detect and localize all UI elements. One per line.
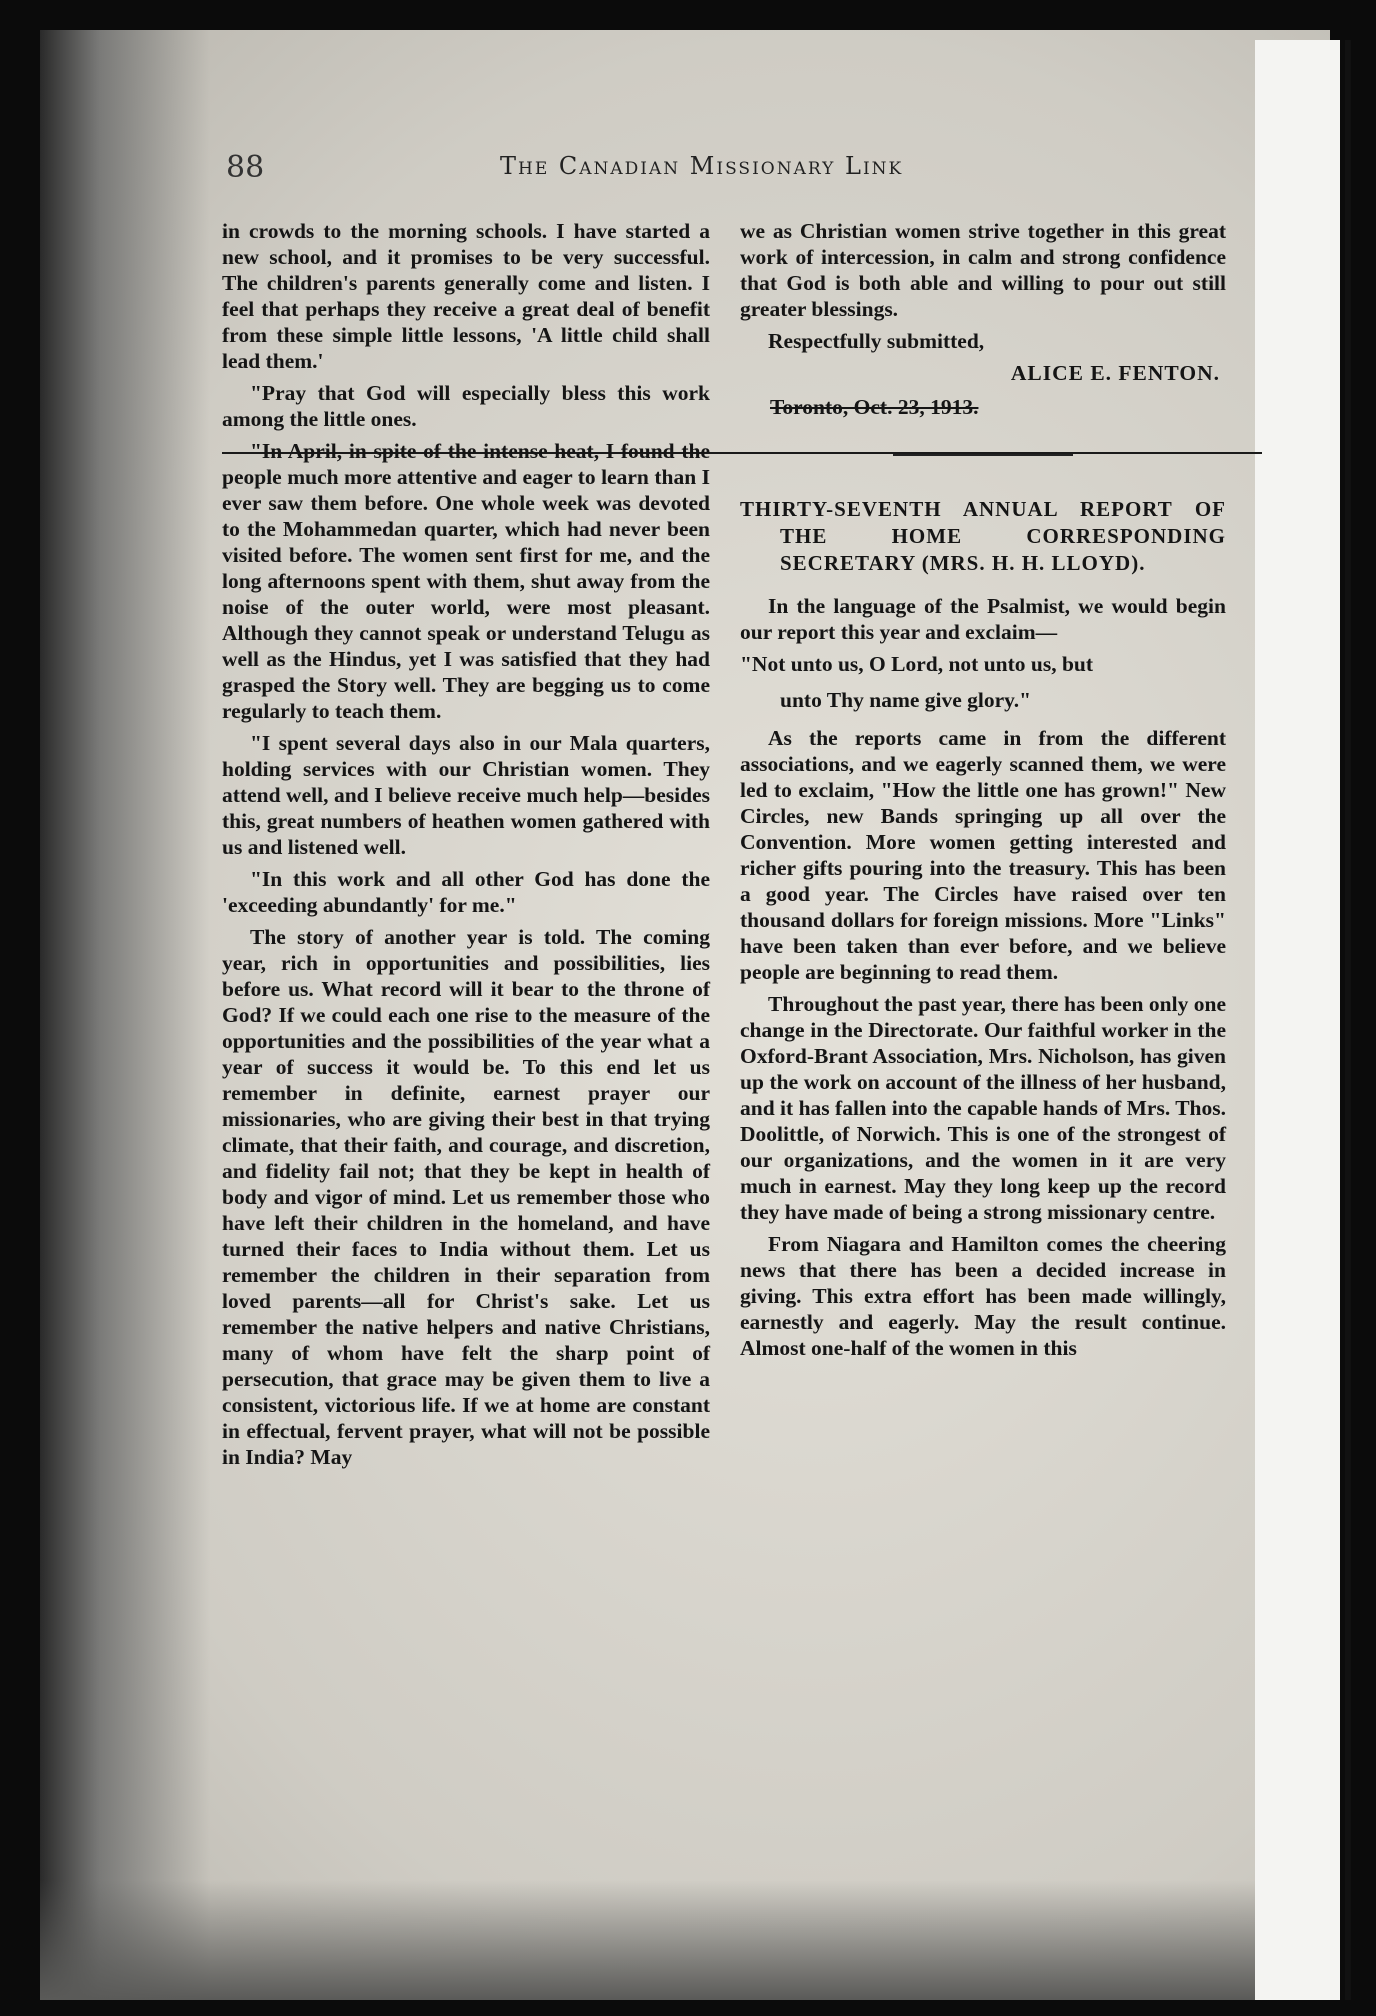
bottom-shadow [40,1880,1330,2000]
signature: ALICE E. FENTON. [1010,361,1220,385]
page-edge-rule [1345,40,1351,2000]
left-column [222,218,710,1476]
running-header [220,150,1220,190]
closing-line: Respectfully submitted, [768,329,985,353]
quotation-line: "Not unto us, O Lord, not unto us, but [740,652,1094,676]
paragraph: in crowds to the morning schools. I have started a new school, and it promises to be very successful. The children's parents generally come and listen. I feel that perhaps they receive a great deal of benefit from these simple little lessons, 'A little child shall lead them.' [222,219,710,373]
paragraph: "Pray that God will especially bless this work among the little ones. [222,381,710,431]
section-separator [893,454,1073,456]
paragraph: The story of another year is told. The coming year, rich in opportunities and possibilities, lies before us. What record will it bear to the throne of God? If we could each one rise to the measure of the opportunities and the possibilities of the year what a year of success it would be. To this end let us remember in definite, earnest prayer our missionaries, who are giving their best in that trying climate, that their faith, and courage, and discretion, and fidelity fail not; that they be kept in health of body and vigor of mind. Let us remember those who have left their children in the homeland, and have turned their faces to India without them. Let us remember the children in their separation from loved parents—all for Christ's sake. Let us remember the native helpers and native Christians, many of whom have felt the sharp point of persecution, that grace may be given them to live a consistent, victorious life. If we at home are constant in effectual, fervent prayer, what will not be possible in India? May [222,925,710,1469]
paragraph: Throughout the past year, there has been only one change in the Directorate. Our faithful worker in the Oxford-Brant Association, Mrs. Nicholson, has given up the work on account of the illness of her husband, and it has fallen into the capable hands of Mrs. Thos. Doolittle, of Norwich. This is one of the strongest of our organizations, and the women in it are very much in earnest. May they long keep up the record they have made of being a strong missionary centre. [740,992,1226,1224]
quotation-line: unto Thy name give glory." [780,688,1032,712]
paragraph: From Niagara and Hamilton comes the cheering news that there has been a decided increase in giving. This extra effort has been made willingly, earnestly and eagerly. May the result continue. Almost one-half of the women in this [740,1232,1226,1360]
right-column [740,218,1226,1367]
report-heading: THIRTY-SEVENTH ANNUAL REPORT OF THE HOME CORRESPONDING SECRETARY (MRS. H. H. LLOYD). [740,497,1226,575]
paragraph: we as Christian women strive together in this great work of intercession, in calm and strong confidence that God is both able and willing to pour out still greater blessings. [740,219,1226,321]
gutter-shadow [40,30,210,2000]
paragraph: "I spent several days also in our Mala quarters, holding services with our Christian women. They attend well, and I believe receive much help—besides this, great numbers of heathen women gathered with us and listened well. [222,731,710,859]
paragraph: "In April, in spite of the intense heat, I found the people much more attentive and eager to learn than I ever saw them before. One whole week was devoted to the Mohammedan quarter, which had never been visited before. The women sent first for me, and the long afternoons spent with them, shut away from the noise of the outer world, were most pleasant. Although they cannot speak or understand Telugu as well as the Hindus, yet I was satisfied that they had grasped the Story well. They are begging us to come regularly to teach them. [222,439,710,723]
page-number: 88 [226,150,265,185]
paragraph: In the language of the Psalmist, we would begin our report this year and exclaim— [740,594,1226,644]
dateline: Toronto, Oct. 23, 1913. [770,395,979,419]
paragraph: As the reports came in from the different associations, and we eagerly scanned them, we were led to exclaim, "How the little one has grown!" New Circles, new Bands springing up all over the Convention. More women getting interested and richer gifts pouring into the treasury. This has been a good year. The Circles have raised over ten thousand dollars for foreign missions. More "Links" have been taken than ever before, and we believe people are beginning to read them. [740,726,1226,984]
page-edge-margin [1255,40,1340,2000]
journal-title: The Canadian Missionary Link [500,152,904,180]
paragraph: "In this work and all other God has done the 'exceeding abundantly' for me." [222,867,710,917]
